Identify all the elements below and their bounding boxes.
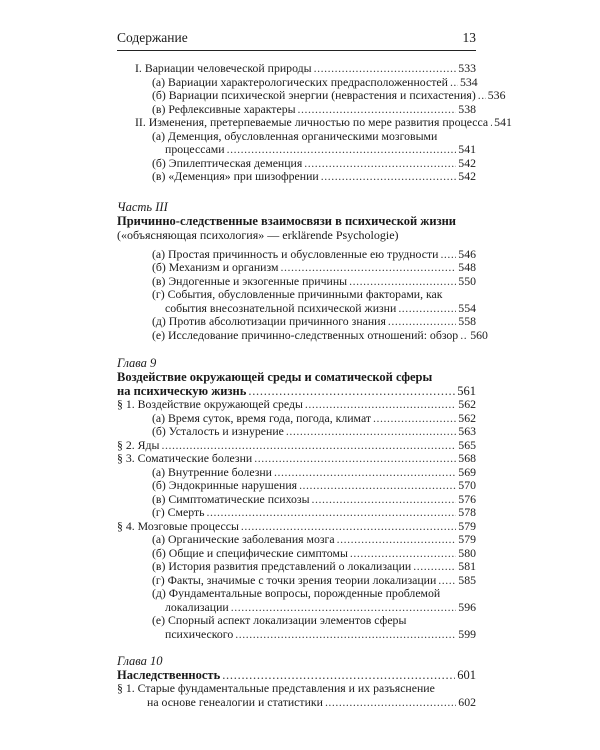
section-entry-line1[interactable]: § 1. Старые фундаментальные представления и их разъяснение <box>117 681 435 695</box>
toc-entry[interactable]: (а) Время суток, время года, погода, климат . . . 562 <box>117 412 476 426</box>
toc-entry[interactable]: процессами . . . 541 <box>117 143 476 157</box>
toc-entry[interactable]: (г) Факты, значимые с точки зрения теории локализации . . . 585 <box>117 574 476 588</box>
toc-entry[interactable]: события внесознательной психической жизни . . . 554 <box>117 302 476 316</box>
section-entry[interactable]: § 2. Яды . . . 565 <box>117 439 476 453</box>
toc-entry[interactable]: (а) Вариации характерологических предрасположенностей . . . 534 <box>117 76 476 90</box>
toc-entry[interactable]: (б) Общие и специфические симптомы . . . 580 <box>117 547 476 561</box>
toc-entry[interactable]: (в) «Деменция» при шизофрении . . . 542 <box>117 170 476 184</box>
toc-entry[interactable]: (в) Эндогенные и экзогенные причины . . . 550 <box>117 275 476 289</box>
part-title[interactable]: Причинно-следственные взаимосвязи в психической жизни <box>117 213 456 228</box>
toc-entry[interactable]: (б) Вариации психической энергии (неврастения и психастения) . . . 536 <box>117 89 476 103</box>
chapter-label: Глава 9 <box>117 356 157 370</box>
section-entry[interactable]: на основе генеалогии и статистики . . . 602 <box>117 696 476 710</box>
toc-entry[interactable]: (в) Симптоматические психозы . . . 576 <box>117 493 476 507</box>
toc-entry[interactable]: (а) Органические заболевания мозга . . . 579 <box>117 533 476 547</box>
toc-entry[interactable]: (а) Простая причинность и обусловленные ею трудности . . . 546 <box>117 248 476 262</box>
toc-entry-line1[interactable]: (а) Деменция, обусловленная органическими мозговыми <box>152 128 438 143</box>
section-entry[interactable]: § 3. Соматические болезни . . . 568 <box>117 452 476 466</box>
toc-entry[interactable]: локализации . . . 596 <box>117 601 476 615</box>
toc-entry[interactable]: (д) Против абсолютизации причинного знания . . . 558 <box>117 315 476 329</box>
toc-entry[interactable]: (а) Внутренние болезни . . . 569 <box>117 466 476 480</box>
toc-entry-line1[interactable]: (г) События, обусловленные причинными факторами, как <box>152 287 443 301</box>
toc-entry-line1[interactable]: (е) Спорный аспект локализации элементов сферы <box>152 613 407 627</box>
chapter-label: Глава 10 <box>117 654 163 668</box>
chapter-title[interactable]: Наследственность . . . 601 <box>117 668 476 682</box>
toc-entry[interactable]: (б) Механизм и организм . . . 548 <box>117 261 476 275</box>
running-header <box>117 30 476 51</box>
section-entry[interactable]: § 1. Воздействие окружающей среды . . . 562 <box>117 398 476 412</box>
page-number: 13 <box>462 30 476 45</box>
table-of-contents <box>117 61 512 709</box>
running-header-title: Содержание <box>117 30 188 45</box>
toc-entry-line1[interactable]: (д) Фундаментальные вопросы, порожденные проблемой <box>152 586 441 600</box>
toc-entry[interactable]: психического . . . 599 <box>117 628 476 642</box>
toc-entry[interactable]: (г) Смерть . . . 578 <box>117 506 476 520</box>
toc-entry[interactable]: (б) Эпилептическая деменция . . . 542 <box>117 157 476 171</box>
chapter-title-line1[interactable]: Воздействие окружающей среды и соматической сферы <box>117 370 433 384</box>
toc-entry[interactable]: II. Изменения, претерпеваемые личностью по мере развития процесса . . . 541 <box>117 116 476 130</box>
section-entry[interactable]: § 4. Мозговые процессы . . . 579 <box>117 520 476 534</box>
toc-entry[interactable]: (е) Исследование причинно-следственных отношений: обзор . . . 560 <box>117 329 476 343</box>
chapter-title[interactable]: на психическую жизнь . . . 561 <box>117 384 476 398</box>
toc-entry[interactable]: (б) Усталость и изнурение . . . 563 <box>117 425 476 439</box>
part-subtitle: («объясняющая психология» — erklärende Psychologie) <box>117 227 399 242</box>
toc-entry[interactable]: I. Вариации человеческой природы . . . 533 <box>117 62 476 76</box>
part-label: Часть III <box>117 199 168 214</box>
toc-entry[interactable]: (б) Эндокринные нарушения . . . 570 <box>117 479 476 493</box>
toc-entry[interactable]: (в) История развития представлений о локализации . . . 581 <box>117 560 476 574</box>
toc-entry[interactable]: (в) Рефлексивные характеры . . . 538 <box>117 103 476 117</box>
